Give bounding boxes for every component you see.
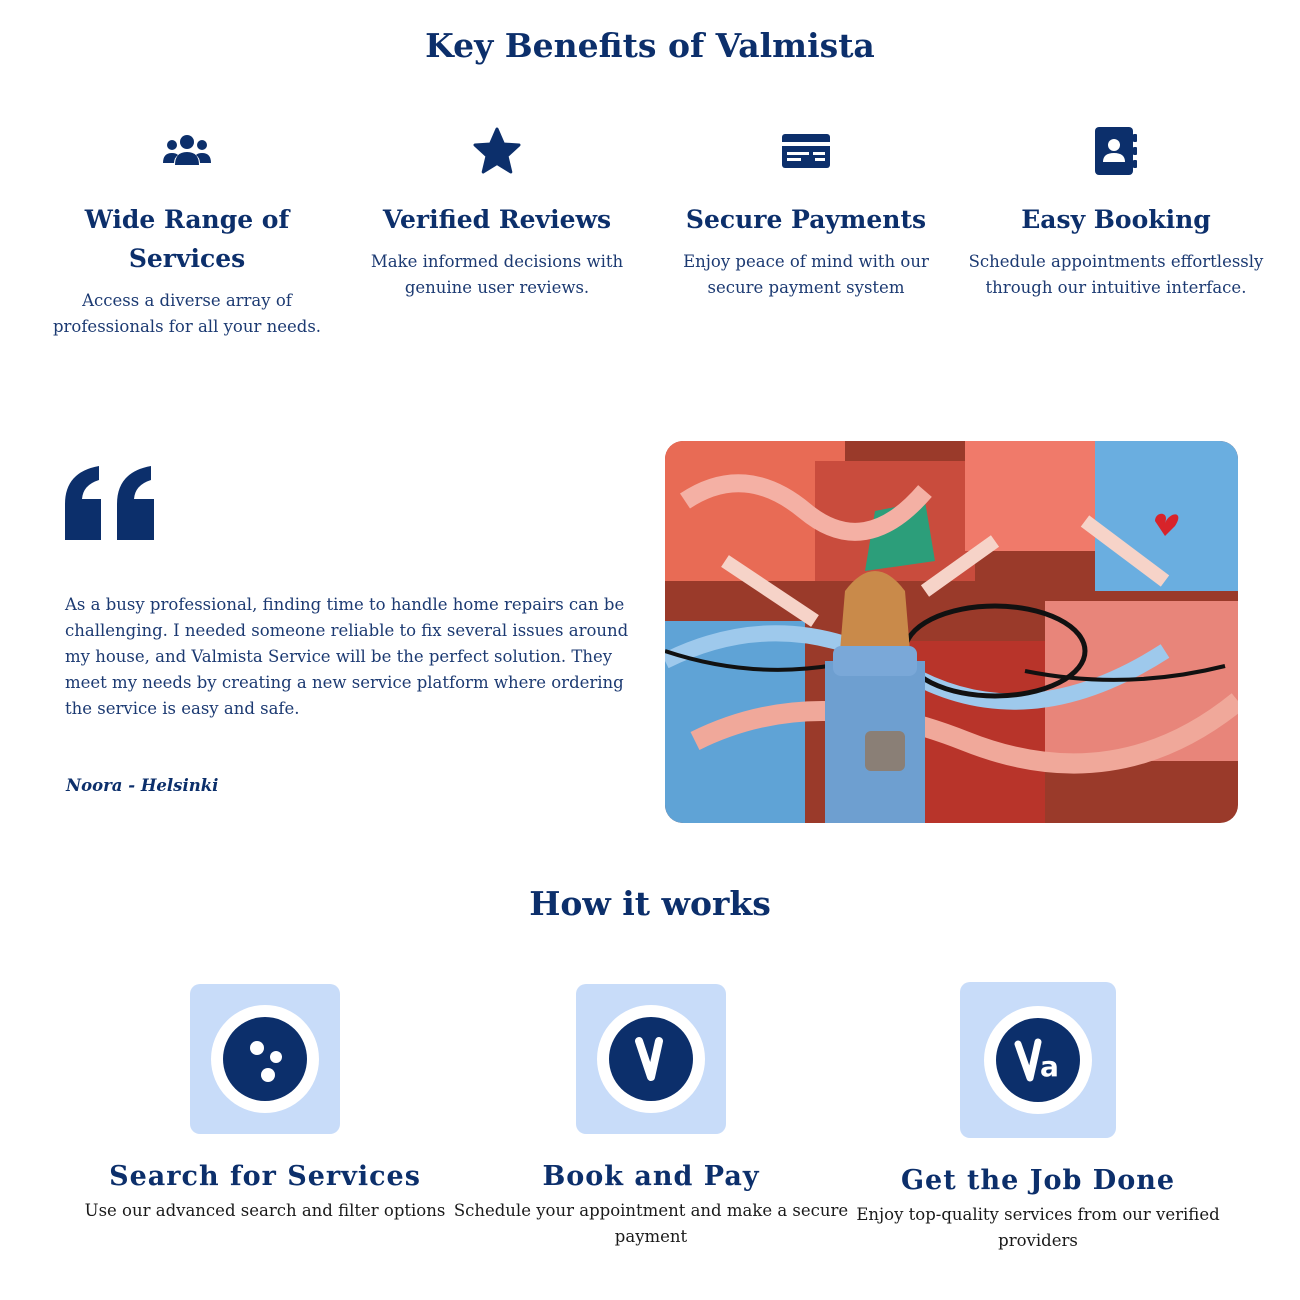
benefit-text: Schedule appointments effortlessly through our intuitive interface. — [968, 252, 1264, 297]
search-dots-icon — [190, 984, 340, 1134]
step-title: Book and Pay — [542, 1161, 760, 1192]
step-title: Search for Services — [109, 1161, 421, 1192]
step-search — [65, 984, 465, 1224]
how-it-works-title: How it works — [529, 884, 771, 923]
step-book-pay — [451, 984, 851, 1250]
benefit-verified-reviews — [347, 120, 647, 301]
step-text: Use our advanced search and filter options — [84, 1201, 446, 1220]
step-title: Get the Job Done — [900, 1165, 1176, 1196]
va-logo-icon — [960, 982, 1116, 1138]
quote-icon — [65, 466, 157, 544]
v-logo-icon — [576, 984, 726, 1134]
star-icon — [347, 120, 647, 182]
benefit-secure-payments — [656, 120, 956, 301]
users-icon — [37, 120, 337, 182]
benefit-text: Access a diverse array of professionals for all your needs. — [52, 291, 322, 336]
testimonial-text: As a busy professional, finding time to handle home repairs can be challenging. I needed someone reliable to fix several issues around my house, and Valmista Service will be the perfect solution. They meet my needs by creating a new service platform where ordering the service is easy and safe. — [65, 595, 629, 718]
benefit-title: Wide Range of Services — [84, 205, 290, 273]
benefits-title: Key Benefits of Valmista — [425, 26, 875, 65]
benefit-wide-range — [37, 120, 337, 340]
svg-text:a: a — [1040, 1050, 1059, 1083]
benefit-text: Make informed decisions with genuine user reviews. — [370, 252, 624, 297]
benefit-text: Enjoy peace of mind with our secure payment system — [683, 252, 929, 297]
step-text: Enjoy top-quality services from our verified providers — [856, 1205, 1220, 1250]
benefit-title: Easy Booking — [1021, 205, 1211, 234]
benefit-easy-booking — [966, 120, 1266, 301]
address-book-icon — [966, 120, 1266, 182]
benefit-title: Verified Reviews — [382, 205, 612, 234]
testimonial-photo — [665, 441, 1238, 823]
benefit-title: Secure Payments — [685, 205, 927, 234]
credit-card-icon — [656, 120, 956, 182]
testimonial-author: Noora - Helsinki — [66, 776, 219, 795]
step-job-done — [838, 984, 1238, 1254]
step-text: Schedule your appointment and make a secure payment — [453, 1201, 849, 1246]
